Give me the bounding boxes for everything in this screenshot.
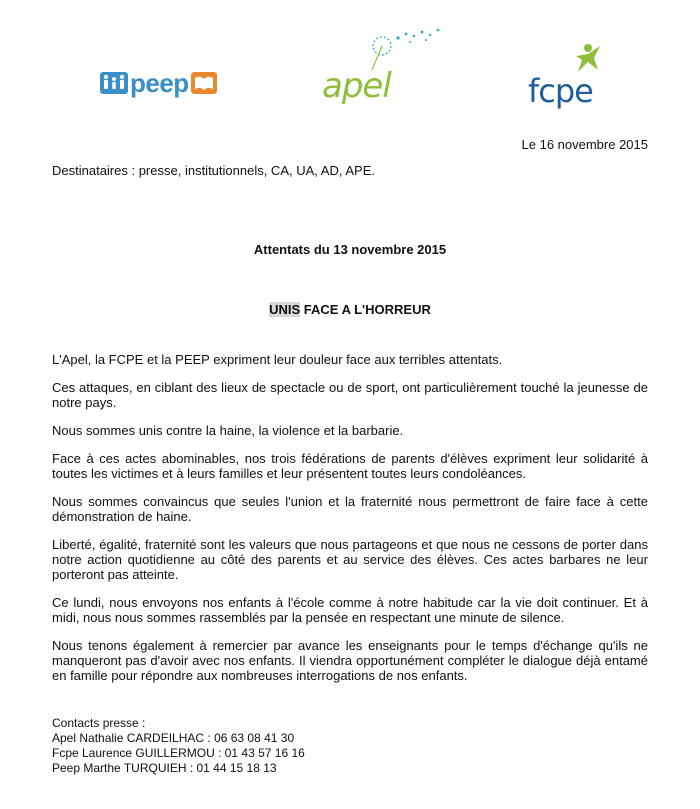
paragraph: Liberté, égalité, fraternité sont les valeurs que nous partageons et que nous ne cessons de porter dans notre action quotidienne au côté des parents et au service des élèves. Ces actes barbares ne leur porteront pas atteinte. (52, 537, 648, 582)
recipients-line: Destinataires : presse, institutionnels, CA, UA, AD, APE. (52, 163, 375, 178)
peep-book-icon (191, 72, 217, 94)
paragraph: Ces attaques, en ciblant des lieux de spectacle ou de sport, ont particulièrement touché la jeunesse de notre pays. (52, 380, 648, 410)
fcpe-figure-icon (554, 42, 604, 76)
contact-line: Apel Nathalie CARDEILHAC : 06 63 08 41 30 (52, 731, 295, 745)
logo-bar (0, 30, 700, 120)
peep-people-icon (100, 72, 128, 94)
paragraph: Ce lundi, nous envoyons nos enfants à l'école comme à notre habitude car la vie doit continuer. Et à midi, nous nous sommes rassemblés par la pensée en respectant une minute de silence. (52, 595, 648, 625)
press-contacts (52, 716, 305, 776)
paragraph: Nous sommes convaincus que seules l'union et la fraternité nous permettront de faire face à cette démonstration de haine. (52, 494, 648, 524)
paragraph: Nous tenons également à remercier par avance les enseignants pour le temps d'échange qu'ils ne manqueront pas d'avoir avec nos enfants. Il viendra opportunément compléter le dialogue déjà entamé en famille pour répondre aux nombreuses interrogations de nos enfants. (52, 638, 648, 683)
letter-date: Le 16 novembre 2015 (521, 137, 648, 152)
paragraph: L'Apel, la FCPE et la PEEP expriment leur douleur face aux terribles attentats. (52, 352, 503, 367)
contacts-title: Contacts presse : (52, 716, 146, 730)
paragraph: Nous sommes unis contre la haine, la violence et la barbarie. (52, 423, 404, 438)
subject-heading: Attentats du 13 novembre 2015 (253, 242, 447, 257)
apel-wordmark: apel (322, 66, 391, 106)
fcpe-logo (528, 42, 618, 112)
apel-logo (318, 30, 448, 110)
fcpe-wordmark: fcpe (528, 72, 593, 110)
paragraph: Face à ces actes abominables, nos trois fédérations de parents d'élèves expriment leur solidarité à toutes les victimes et à leurs familles et leur présentent toutes leurs condoléances. (52, 451, 648, 481)
headline-highlight[interactable]: UNIS (269, 302, 301, 317)
peep-wordmark: peep (130, 68, 189, 98)
headline (0, 302, 700, 317)
headline-rest: FACE A L'HORREUR (300, 302, 431, 317)
contact-line: Peep Marthe TURQUIEH : 01 44 15 18 13 (52, 761, 277, 775)
contact-line: Fcpe Laurence GUILLERMOU : 01 43 57 16 16 (52, 746, 305, 760)
peep-logo (100, 70, 217, 96)
letter-body (52, 352, 648, 696)
